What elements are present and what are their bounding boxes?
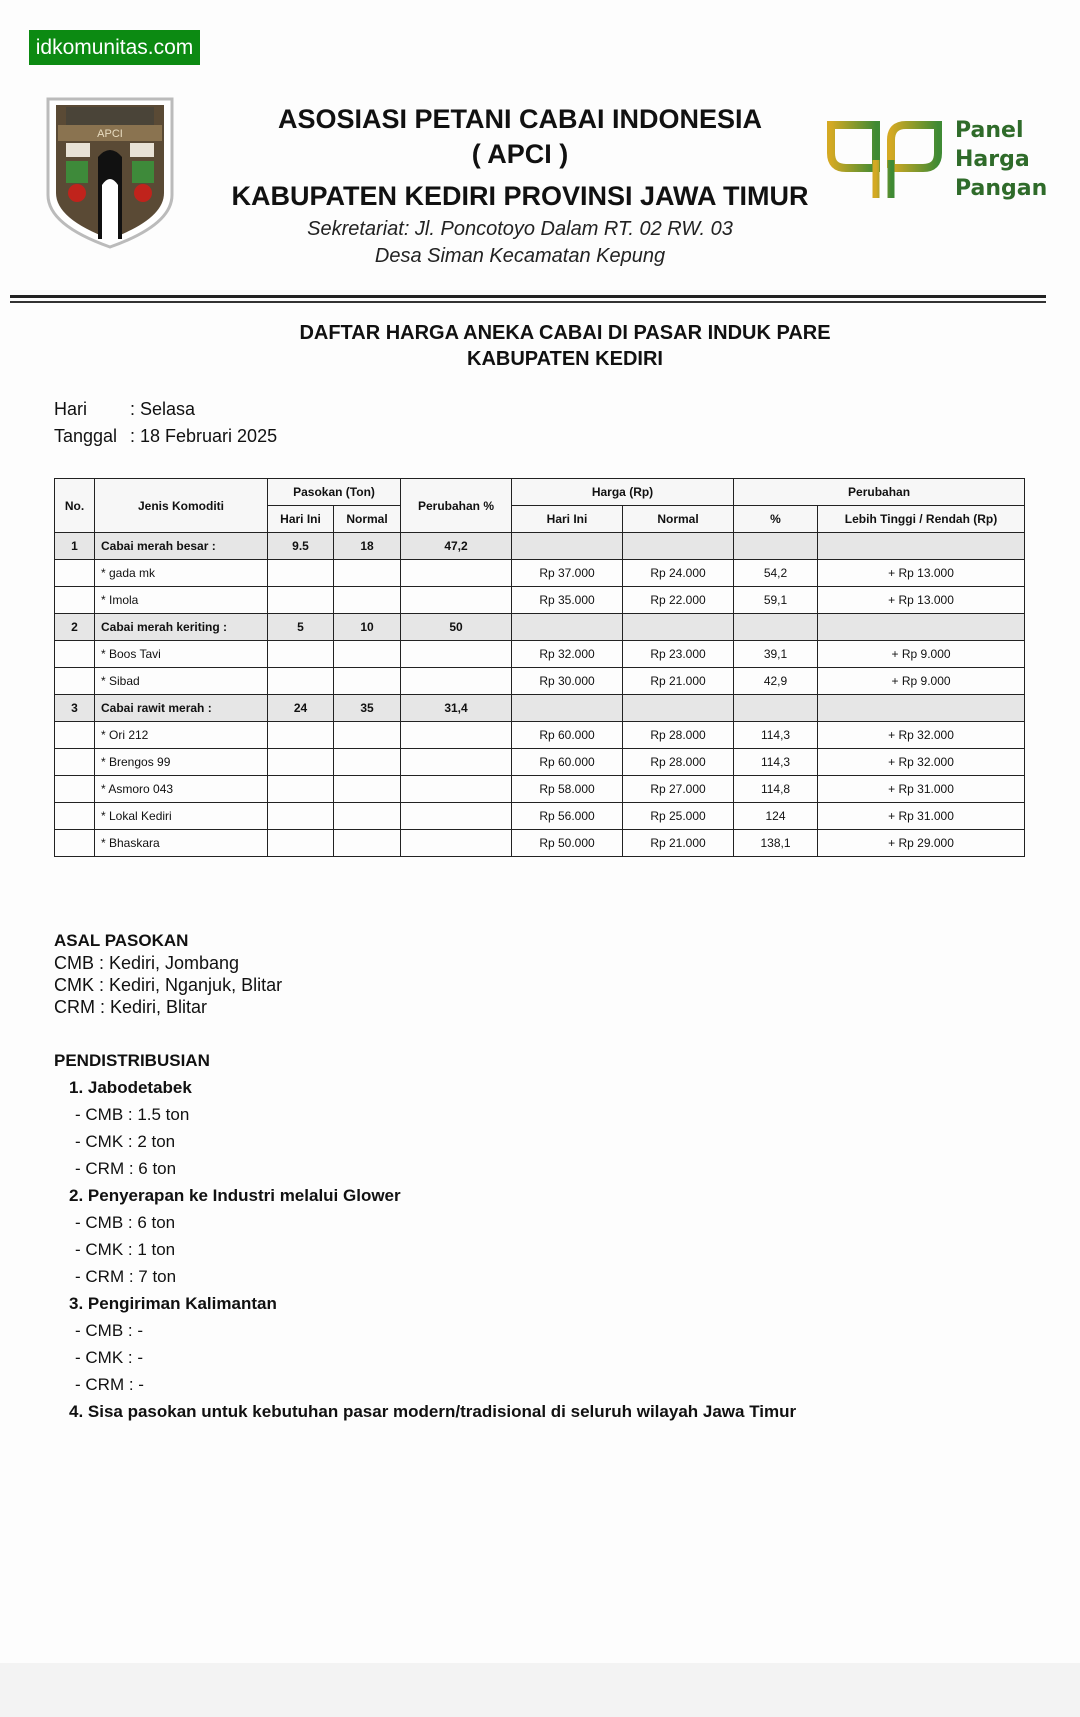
org-name: ASOSIASI PETANI CABAI INDONESIA [277, 104, 763, 134]
distribution-subitem: - CRM : 7 ton [75, 1267, 177, 1286]
supply-today: 5 [268, 614, 334, 641]
price-normal: Rp 28.000 [623, 749, 734, 776]
price-today: Rp 37.000 [512, 560, 623, 587]
change-pct [734, 614, 818, 641]
date-field [54, 426, 277, 447]
commodity-name: * gada mk [95, 560, 268, 587]
supply-change [401, 722, 512, 749]
row-no [55, 722, 95, 749]
table-row [55, 776, 1025, 803]
commodity-name: Cabai merah keriting : [95, 614, 268, 641]
distribution-subitem: - CRM : - [75, 1375, 144, 1394]
commodity-name: Cabai merah besar : [95, 533, 268, 560]
price-today: Rp 56.000 [512, 803, 623, 830]
supply-today [268, 587, 334, 614]
supply-normal [334, 722, 401, 749]
change-pct: 114,3 [734, 722, 818, 749]
row-no: 1 [55, 533, 95, 560]
col-header-price-normal: Normal [623, 506, 734, 533]
commodity-name: Cabai rawit merah : [95, 695, 268, 722]
change-pct: 39,1 [734, 641, 818, 668]
price-today: Rp 50.000 [512, 830, 623, 857]
supply-today [268, 722, 334, 749]
row-no [55, 830, 95, 857]
row-no: 2 [55, 614, 95, 641]
commodity-name: * Ori 212 [95, 722, 268, 749]
price-normal: Rp 25.000 [623, 803, 734, 830]
address-line-2: Desa Siman Kecamatan Kepung [374, 245, 666, 267]
supply-change: 47,2 [401, 533, 512, 560]
price-today [512, 614, 623, 641]
change-pct: 42,9 [734, 668, 818, 695]
col-header-no: No. [55, 479, 95, 533]
commodity-name: * Sibad [95, 668, 268, 695]
change-diff: + Rp 29.000 [818, 830, 1025, 857]
distribution-subitem: - CMK : - [75, 1348, 143, 1367]
col-header-commodity: Jenis Komoditi [95, 479, 268, 533]
table-row [55, 560, 1025, 587]
price-normal: Rp 22.000 [623, 587, 734, 614]
row-no [55, 587, 95, 614]
col-header-supply: Pasokan (Ton) [268, 479, 401, 506]
document-title: DAFTAR HARGA ANEKA CABAI DI PASAR INDUK PARE [299, 322, 831, 344]
header-divider [10, 295, 1046, 298]
supply-origin-line: CRM : Kediri, Blitar [54, 997, 208, 1017]
document-subtitle: KABUPATEN KEDIRI [467, 348, 663, 370]
supply-origin-section [54, 930, 282, 1018]
supply-today [268, 749, 334, 776]
supply-change [401, 560, 512, 587]
distribution-subitem: - CMB : 1.5 ton [75, 1105, 190, 1124]
distribution-heading: PENDISTRIBUSIAN [54, 1051, 210, 1070]
commodity-name: * Asmoro 043 [95, 776, 268, 803]
row-no [55, 560, 95, 587]
supply-normal [334, 560, 401, 587]
table-group-row [55, 533, 1025, 560]
supply-normal [334, 749, 401, 776]
price-normal: Rp 24.000 [623, 560, 734, 587]
col-header-supply-normal: Normal [334, 506, 401, 533]
commodity-name: * Bhaskara [95, 830, 268, 857]
day-field [54, 399, 195, 420]
supply-today: 24 [268, 695, 334, 722]
table-row [55, 641, 1025, 668]
price-normal: Rp 23.000 [623, 641, 734, 668]
col-header-supply-change: Perubahan % [401, 479, 512, 533]
day-label: Hari [54, 399, 88, 419]
col-header-change: Perubahan [734, 479, 1025, 506]
change-pct: 114,8 [734, 776, 818, 803]
table-row [55, 668, 1025, 695]
table-row [55, 749, 1025, 776]
change-diff: + Rp 9.000 [818, 668, 1025, 695]
distribution-section [54, 1050, 796, 1423]
change-pct: 124 [734, 803, 818, 830]
supply-change [401, 776, 512, 803]
change-diff: + Rp 9.000 [818, 641, 1025, 668]
price-normal [623, 614, 734, 641]
supply-normal: 18 [334, 533, 401, 560]
apci-shield-logo-icon [44, 95, 176, 250]
change-pct: 138,1 [734, 830, 818, 857]
price-normal: Rp 21.000 [623, 830, 734, 857]
date-value: : 18 Februari 2025 [130, 426, 278, 446]
supply-today [268, 668, 334, 695]
supply-normal: 35 [334, 695, 401, 722]
price-today [512, 533, 623, 560]
price-normal [623, 533, 734, 560]
supply-normal [334, 776, 401, 803]
supply-normal: 10 [334, 614, 401, 641]
col-header-change-pct: % [734, 506, 818, 533]
supply-today [268, 776, 334, 803]
distribution-item-title: 3. Pengiriman Kalimantan [69, 1294, 277, 1313]
commodity-name: * Imola [95, 587, 268, 614]
supply-normal [334, 803, 401, 830]
commodity-name: * Boos Tavi [95, 641, 268, 668]
org-abbreviation: ( APCI ) [471, 139, 569, 169]
table-group-row [55, 614, 1025, 641]
table-row [55, 587, 1025, 614]
col-header-price-today: Hari Ini [512, 506, 623, 533]
price-today: Rp 60.000 [512, 722, 623, 749]
panel-harga-pangan-logo-icon [826, 120, 946, 205]
row-no [55, 668, 95, 695]
supply-origin-line: CMK : Kediri, Nganjuk, Blitar [54, 975, 283, 995]
distribution-item-title: 2. Penyerapan ke Industri melalui Glower [69, 1186, 401, 1205]
price-today [512, 695, 623, 722]
change-pct: 59,1 [734, 587, 818, 614]
supply-today: 9.5 [268, 533, 334, 560]
panel-harga-pangan-text: Panel Harga Pangan [955, 118, 1048, 201]
supply-today [268, 803, 334, 830]
price-today: Rp 32.000 [512, 641, 623, 668]
change-pct: 114,3 [734, 749, 818, 776]
price-table [54, 478, 1025, 857]
day-value: : Selasa [130, 399, 196, 419]
distribution-subitem: - CRM : 6 ton [75, 1159, 177, 1178]
supply-change [401, 830, 512, 857]
watermark-badge: idkomunitas.com [29, 30, 200, 65]
price-normal: Rp 28.000 [623, 722, 734, 749]
table-row [55, 722, 1025, 749]
header-divider-secondary [10, 301, 1046, 303]
table-row [55, 830, 1025, 857]
price-normal: Rp 27.000 [623, 776, 734, 803]
row-no [55, 776, 95, 803]
change-pct: 54,2 [734, 560, 818, 587]
change-diff: + Rp 13.000 [818, 587, 1025, 614]
supply-change: 31,4 [401, 695, 512, 722]
price-normal [623, 695, 734, 722]
distribution-subitem: - CMK : 1 ton [75, 1240, 176, 1259]
change-diff: + Rp 32.000 [818, 749, 1025, 776]
supply-normal [334, 587, 401, 614]
commodity-name: * Lokal Kediri [95, 803, 268, 830]
row-no: 3 [55, 695, 95, 722]
supply-change [401, 668, 512, 695]
price-today: Rp 35.000 [512, 587, 623, 614]
col-header-change-diff: Lebih Tinggi / Rendah (Rp) [818, 506, 1025, 533]
row-no [55, 803, 95, 830]
supply-normal [334, 641, 401, 668]
distribution-item-title: 1. Jabodetabek [69, 1078, 192, 1097]
supply-change [401, 641, 512, 668]
org-region: KABUPATEN KEDIRI PROVINSI JAWA TIMUR [231, 181, 809, 211]
distribution-item-title: 4. Sisa pasokan untuk kebutuhan pasar modern/tradisional di seluruh wilayah Jawa Timur [69, 1402, 797, 1421]
supply-origin-line: CMB : Kediri, Jombang [54, 953, 240, 973]
change-pct [734, 533, 818, 560]
supply-change [401, 587, 512, 614]
price-today: Rp 30.000 [512, 668, 623, 695]
supply-origin-heading: ASAL PASOKAN [54, 931, 189, 950]
distribution-subitem: - CMB : - [75, 1321, 143, 1340]
svg-text:APCI: APCI [97, 128, 123, 140]
supply-change: 50 [401, 614, 512, 641]
change-diff: + Rp 31.000 [818, 803, 1025, 830]
supply-change [401, 803, 512, 830]
supply-normal [334, 668, 401, 695]
row-no [55, 641, 95, 668]
supply-normal [334, 830, 401, 857]
commodity-name: * Brengos 99 [95, 749, 268, 776]
change-diff [818, 695, 1025, 722]
change-diff: + Rp 32.000 [818, 722, 1025, 749]
price-today: Rp 60.000 [512, 749, 623, 776]
supply-today [268, 641, 334, 668]
table-row [55, 803, 1025, 830]
row-no [55, 749, 95, 776]
col-header-price: Harga (Rp) [512, 479, 734, 506]
address-line-1: Sekretariat: Jl. Poncotoyo Dalam RT. 02 RW. 03 [307, 218, 733, 240]
change-diff [818, 533, 1025, 560]
table-group-row [55, 695, 1025, 722]
date-label: Tanggal [54, 426, 118, 446]
price-today: Rp 58.000 [512, 776, 623, 803]
supply-today [268, 830, 334, 857]
distribution-subitem: - CMK : 2 ton [75, 1132, 176, 1151]
distribution-subitem: - CMB : 6 ton [75, 1213, 176, 1232]
supply-today [268, 560, 334, 587]
change-diff: + Rp 13.000 [818, 560, 1025, 587]
change-diff [818, 614, 1025, 641]
change-diff: + Rp 31.000 [818, 776, 1025, 803]
price-normal: Rp 21.000 [623, 668, 734, 695]
change-pct [734, 695, 818, 722]
supply-change [401, 749, 512, 776]
col-header-supply-today: Hari Ini [268, 506, 334, 533]
